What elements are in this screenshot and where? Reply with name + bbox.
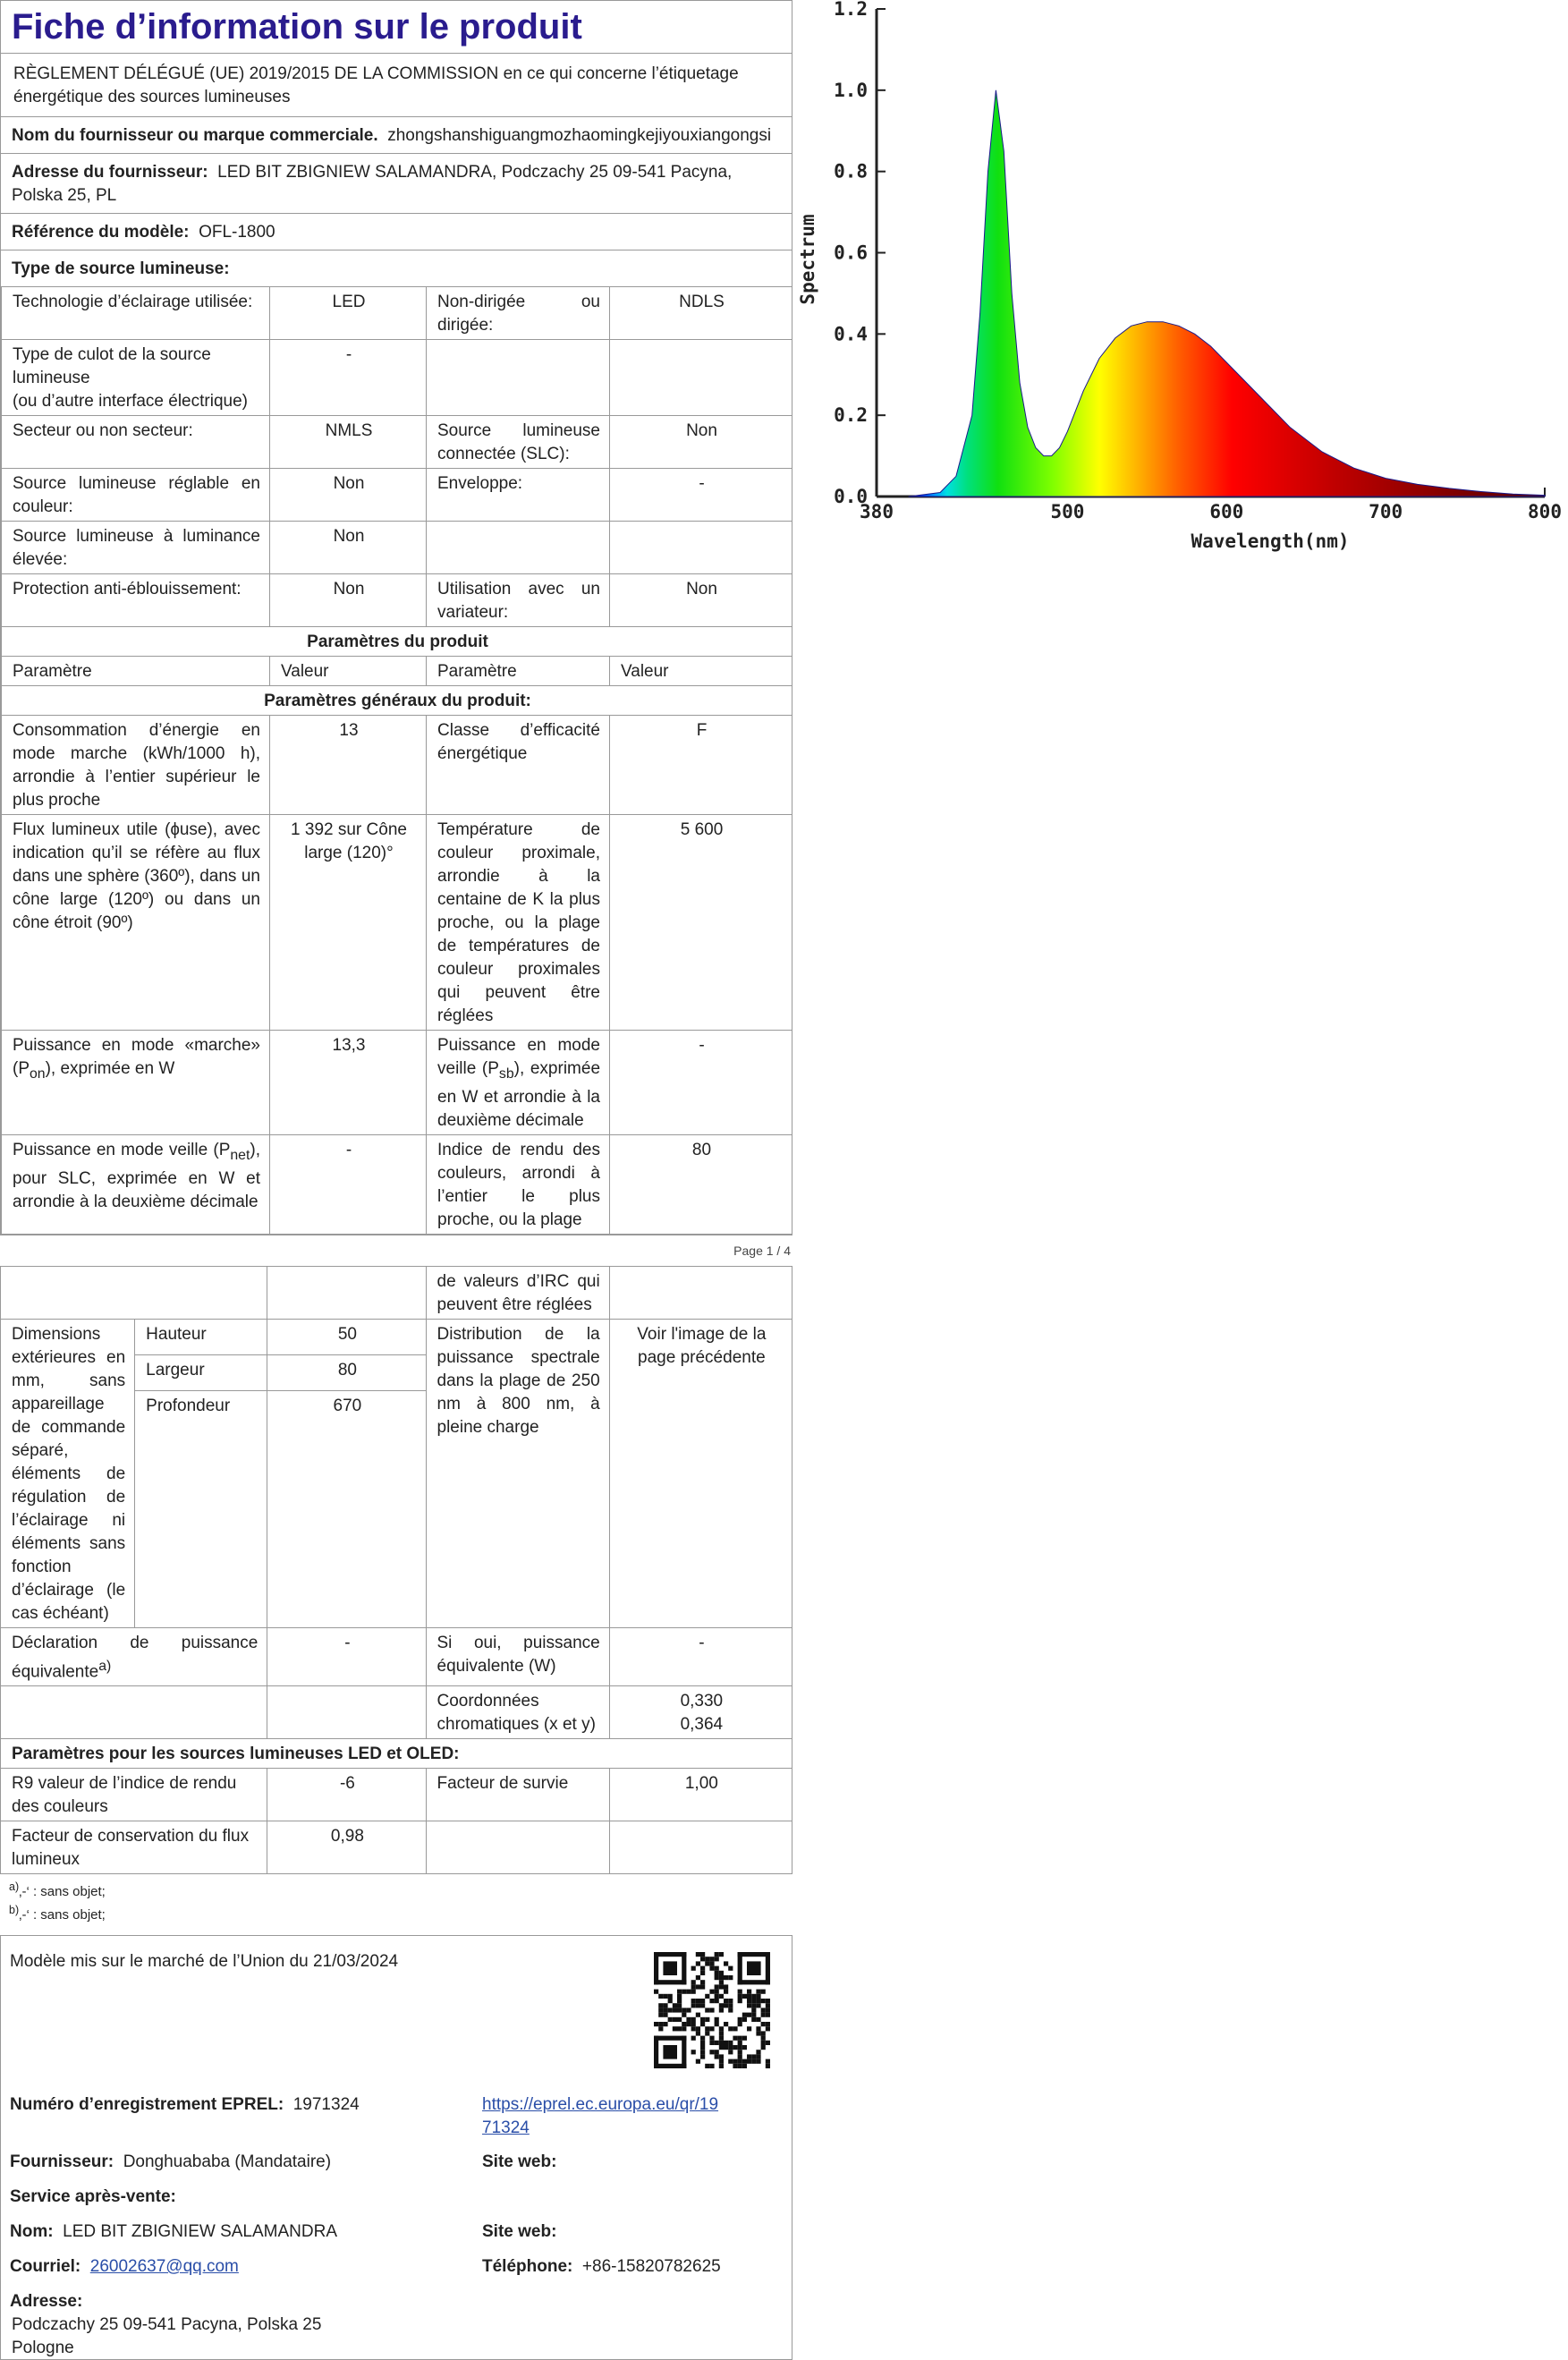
- footnote-a: [9, 1878, 784, 1901]
- website-label: Site web:: [482, 2151, 556, 2174]
- cell-label: [2, 1031, 270, 1135]
- column-header-value: Valeur: [270, 657, 427, 686]
- cell-label: Technologie d’éclairage utilisée:: [2, 287, 270, 340]
- net-power-label: Puissance en mode veille (P: [13, 1141, 230, 1159]
- model-value: OFL-1800: [199, 223, 275, 242]
- table-row: [2, 287, 792, 340]
- net-power-subscript: net: [230, 1148, 250, 1163]
- cell-label: Flux lumineux utile (ɸuse), avec indication qu’il se réfère au flux dans une sphère (360º), dans un cône large (120º) ou dans un cône étroit (90º): [2, 815, 270, 1031]
- page-break: [0, 1235, 792, 1266]
- cell-label: Source lumineuse à luminance élevée:: [2, 522, 270, 574]
- cell-value: F: [610, 716, 792, 815]
- cell-empty: [609, 1821, 792, 1874]
- contact-name-value: LED BIT ZBIGNIEW SALAMANDRA: [63, 2222, 337, 2241]
- supplier-label: Fournisseur:: [10, 2152, 114, 2171]
- cell-value: Non: [270, 469, 427, 522]
- table-row: [2, 815, 792, 1031]
- cell-label: Source lumineuse réglable en couleur:: [2, 469, 270, 522]
- registration-box: [0, 1935, 792, 2360]
- email-label: Courriel:: [10, 2257, 81, 2276]
- cell-label: Si oui, puissance équivalente (W): [426, 1627, 609, 1685]
- net-power-label-end: ), pour SLC, exprimée en W et arrondie à la deuxième décimale: [13, 1141, 260, 1211]
- email-link[interactable]: 26002637@qq.com: [90, 2257, 239, 2276]
- standby-power-label: Puissance en mode veille (P: [437, 1036, 600, 1078]
- on-power-label: Puissance en mode «marche» (P: [13, 1036, 260, 1078]
- led-heading-row: [1, 1739, 792, 1769]
- cell-label: Classe d’efficacité énergétique: [427, 716, 610, 815]
- cell-value: -: [610, 1031, 792, 1135]
- supplier-value: Donghuababa (Mandataire): [123, 2152, 331, 2171]
- y-tick-label: 0.0: [834, 486, 868, 507]
- cell-label: de valeurs d’IRC qui peuvent être réglées: [426, 1266, 609, 1319]
- params-heading-row: [2, 627, 792, 657]
- cell-label: Consommation d’énergie en mode marche (kWh/1000 h), arrondie à l’entier supérieur le plus proche: [2, 716, 270, 815]
- footnote-b-marker: b): [9, 1904, 19, 1916]
- spectrum-area: [909, 90, 1545, 497]
- y-axis-label: Spectrum: [797, 214, 818, 304]
- general-heading-row: [2, 686, 792, 716]
- spectral-distribution-value: Voir l'image de la page précédente: [609, 1319, 792, 1627]
- table-row: [1, 1266, 792, 1319]
- cell-value: LED: [270, 287, 427, 340]
- cell-value: -: [270, 1134, 427, 1234]
- y-tick-label: 0.8: [834, 161, 868, 183]
- regulation-text: RÈGLEMENT DÉLÉGUÉ (UE) 2019/2015 DE LA COMMISSION en ce qui concerne l’étiquetage énergétique des sources lumineuses: [1, 54, 792, 117]
- spectral-distribution-label: Distribution de la puissance spectrale dans la plage de 250 nm à 800 nm, à pleine charge: [426, 1319, 609, 1627]
- cell-label: Secteur ou non secteur:: [2, 416, 270, 469]
- column-header-param: Paramètre: [2, 657, 270, 686]
- supplier-address-value: LED BIT ZBIGNIEW SALAMANDRA, Podczachy 25 09-541 Pacyna, Polska 25, PL: [12, 163, 732, 205]
- cell-value: -: [267, 1627, 426, 1685]
- phone-value: +86-15820782625: [582, 2257, 721, 2276]
- cell-empty: [267, 1266, 426, 1319]
- cell-value: Non: [610, 416, 792, 469]
- eprel-label: Numéro d’enregistrement EPREL:: [10, 2095, 284, 2114]
- y-tick-label: 1.0: [834, 80, 868, 101]
- on-power-label-end: ), exprimée en W: [46, 1059, 175, 1078]
- cell-value: 1 392 sur Cône large (120)°: [270, 815, 427, 1031]
- cell-value: NDLS: [610, 287, 792, 340]
- cell-value: [609, 1686, 792, 1739]
- page-number: Page 1 / 4: [733, 1239, 791, 1262]
- table-row: [1, 1627, 792, 1685]
- cell-label: Protection anti-éblouissement:: [2, 574, 270, 627]
- cell-label: Utilisation avec un variateur:: [427, 574, 610, 627]
- address-line-2: Pologne: [12, 2337, 321, 2360]
- table-row: [2, 522, 792, 574]
- cell-value: -6: [267, 1769, 426, 1821]
- cell-label: R9 valeur de l’indice de rendu des couleurs: [1, 1769, 267, 1821]
- params-columns-row: [2, 657, 792, 686]
- cell-label: [1, 1627, 267, 1685]
- cell-empty: [1, 1686, 267, 1739]
- y-tick-label: 1.2: [834, 0, 868, 20]
- phone-row: [482, 2255, 721, 2279]
- cap-type-label: Type de culot de la source lumineuse: [13, 344, 260, 390]
- cell-value: [610, 340, 792, 416]
- height-value: 50: [267, 1319, 426, 1354]
- model-row: [1, 214, 792, 250]
- eprel-number: 1971324: [293, 2095, 360, 2114]
- footnote-a-text: ‚-‘ : sans objet;: [19, 1884, 106, 1899]
- width-label: Largeur: [135, 1354, 267, 1390]
- supplier-row: [10, 2151, 331, 2174]
- table-row: [2, 574, 792, 627]
- cell-label: [427, 340, 610, 416]
- address-label: Adresse:: [10, 2290, 82, 2313]
- cell-label: [427, 522, 610, 574]
- cell-label: Source lumineuse connectée (SLC):: [427, 416, 610, 469]
- footnote-b-text: ‚-‘ : sans objet;: [19, 1907, 106, 1923]
- table-row: [2, 469, 792, 522]
- y-tick-label: 0.4: [834, 323, 868, 344]
- standby-power-label-end: ), exprimée en W et arrondie à la deuxième décimale: [437, 1059, 600, 1130]
- footnote-b: [9, 1901, 784, 1924]
- spectrum-chart: [787, 0, 1568, 573]
- table-row: [1, 1319, 792, 1354]
- source-type-table: [1, 286, 792, 1235]
- supplier-address-label: Adresse du fournisseur:: [12, 163, 208, 182]
- cell-label: [427, 1031, 610, 1135]
- eprel-link-part-1: https://eprel.ec.europa.eu/qr/19: [482, 2095, 718, 2114]
- supplier-name-label: Nom du fournisseur ou marque commerciale.: [12, 126, 378, 145]
- eprel-link[interactable]: [482, 2093, 718, 2140]
- cell-label: Coordonnées chromatiques (x et y): [426, 1686, 609, 1739]
- cell-label: [2, 340, 270, 416]
- cell-value: Non: [270, 522, 427, 574]
- table-row: [2, 416, 792, 469]
- cell-label: Enveloppe:: [427, 469, 610, 522]
- x-tick-label: 500: [1050, 501, 1084, 522]
- market-date-text: Modèle mis sur le marché de l’Union du 21/03/2024: [10, 1950, 398, 1974]
- cell-value: -: [270, 340, 427, 416]
- footnote-ref-a: a): [98, 1659, 111, 1674]
- cell-label: [2, 1134, 270, 1234]
- table-row: [1, 1686, 792, 1739]
- cell-value: Non: [270, 574, 427, 627]
- x-tick-label: 600: [1209, 501, 1243, 522]
- height-label: Hauteur: [135, 1319, 267, 1354]
- contact-name-label: Nom:: [10, 2222, 54, 2241]
- x-tick-label: 800: [1528, 501, 1562, 522]
- website-label-2: Site web:: [482, 2220, 556, 2244]
- qr-code-icon[interactable]: [654, 1952, 770, 2068]
- params-heading: Paramètres du produit: [2, 627, 792, 657]
- general-params-heading: Paramètres généraux du produit:: [2, 686, 792, 716]
- cell-label: Facteur de survie: [426, 1769, 609, 1821]
- x-tick-label: 380: [860, 501, 894, 522]
- table-row: [2, 1031, 792, 1135]
- cell-value: Non: [610, 574, 792, 627]
- footnote-a-marker: a): [9, 1880, 19, 1893]
- cell-value: 0,98: [267, 1821, 426, 1874]
- eprel-link-part-2: 71324: [482, 2118, 530, 2137]
- cell-value: -: [610, 469, 792, 522]
- cell-value: 5 600: [610, 815, 792, 1031]
- y-tick-label: 0.2: [834, 404, 868, 426]
- eprel-row: [10, 2093, 360, 2117]
- depth-label: Profondeur: [135, 1390, 267, 1627]
- sheet-page-1: [0, 0, 792, 1235]
- supplier-name-value: zhongshanshiguangmozhaomingkejiyouxiangongsi: [387, 126, 771, 145]
- y-tick-labels: [834, 0, 868, 507]
- depth-value: 670: [267, 1390, 426, 1627]
- table-row: [2, 340, 792, 416]
- cell-label: Non-dirigée ou dirigée:: [427, 287, 610, 340]
- y-tick-label: 0.6: [834, 242, 868, 264]
- cell-value: 13,3: [270, 1031, 427, 1135]
- cell-empty: [267, 1686, 426, 1739]
- column-header-value: Valeur: [610, 657, 792, 686]
- cell-empty: [609, 1266, 792, 1319]
- chroma-y: 0,364: [621, 1713, 783, 1736]
- led-params-heading: Paramètres pour les sources lumineuses LED et OLED:: [1, 1739, 792, 1769]
- cell-label: Facteur de conservation du flux lumineux: [1, 1821, 267, 1874]
- cell-value: 80: [610, 1134, 792, 1234]
- phone-label: Téléphone:: [482, 2257, 572, 2276]
- email-row: [10, 2255, 239, 2279]
- table-row: [2, 1134, 792, 1234]
- cell-value: 1,00: [609, 1769, 792, 1821]
- cell-value: -: [609, 1627, 792, 1685]
- equivalent-power-label: Déclaration de puissance équivalente: [12, 1634, 258, 1681]
- cell-value: 13: [270, 716, 427, 815]
- source-type-heading: Type de source lumineuse:: [1, 250, 792, 286]
- footnotes: [0, 1874, 792, 1928]
- supplier-name-row: [1, 117, 792, 154]
- table-row: [1, 1821, 792, 1874]
- x-tick-label: 700: [1369, 501, 1403, 522]
- cell-value: NMLS: [270, 416, 427, 469]
- cell-empty: [426, 1821, 609, 1874]
- table-row: [2, 716, 792, 815]
- table-row: [1, 1769, 792, 1821]
- on-power-subscript: on: [30, 1066, 46, 1082]
- address-value: [12, 2313, 321, 2360]
- page-title: Fiche d’information sur le produit: [1, 1, 792, 54]
- x-axis-label: Wavelength(nm): [1191, 531, 1349, 552]
- dimensions-label: Dimensions extérieures en mm, sans appareillage de commande séparé, éléments de régulation de l’éclairage ni éléments sans fonction d’éclairage (le cas échéant): [1, 1319, 135, 1627]
- supplier-address-row: [1, 154, 792, 214]
- cell-label: Indice de rendu des couleurs, arrondi à l’entier le plus proche, ou la plage: [427, 1134, 610, 1234]
- cell-empty: [1, 1266, 267, 1319]
- x-tick-labels: [860, 501, 1562, 522]
- cell-value: [610, 522, 792, 574]
- model-label: Référence du modèle:: [12, 223, 190, 242]
- params-table-continued: [0, 1266, 792, 1874]
- cell-label: Température de couleur proximale, arrondie à la centaine de K la plus proche, ou la plage de températures de couleur proximales qui peuvent être réglées: [427, 815, 610, 1031]
- chroma-x: 0,330: [621, 1690, 783, 1713]
- cap-type-label-2: (ou d’autre interface électrique): [13, 390, 260, 413]
- contact-name-row: [10, 2220, 337, 2244]
- column-header-param: Paramètre: [427, 657, 610, 686]
- width-value: 80: [267, 1354, 426, 1390]
- service-label: Service après-vente:: [10, 2186, 176, 2209]
- address-line-1: Podczachy 25 09-541 Pacyna, Polska 25: [12, 2313, 321, 2337]
- standby-power-subscript: sb: [499, 1066, 514, 1082]
